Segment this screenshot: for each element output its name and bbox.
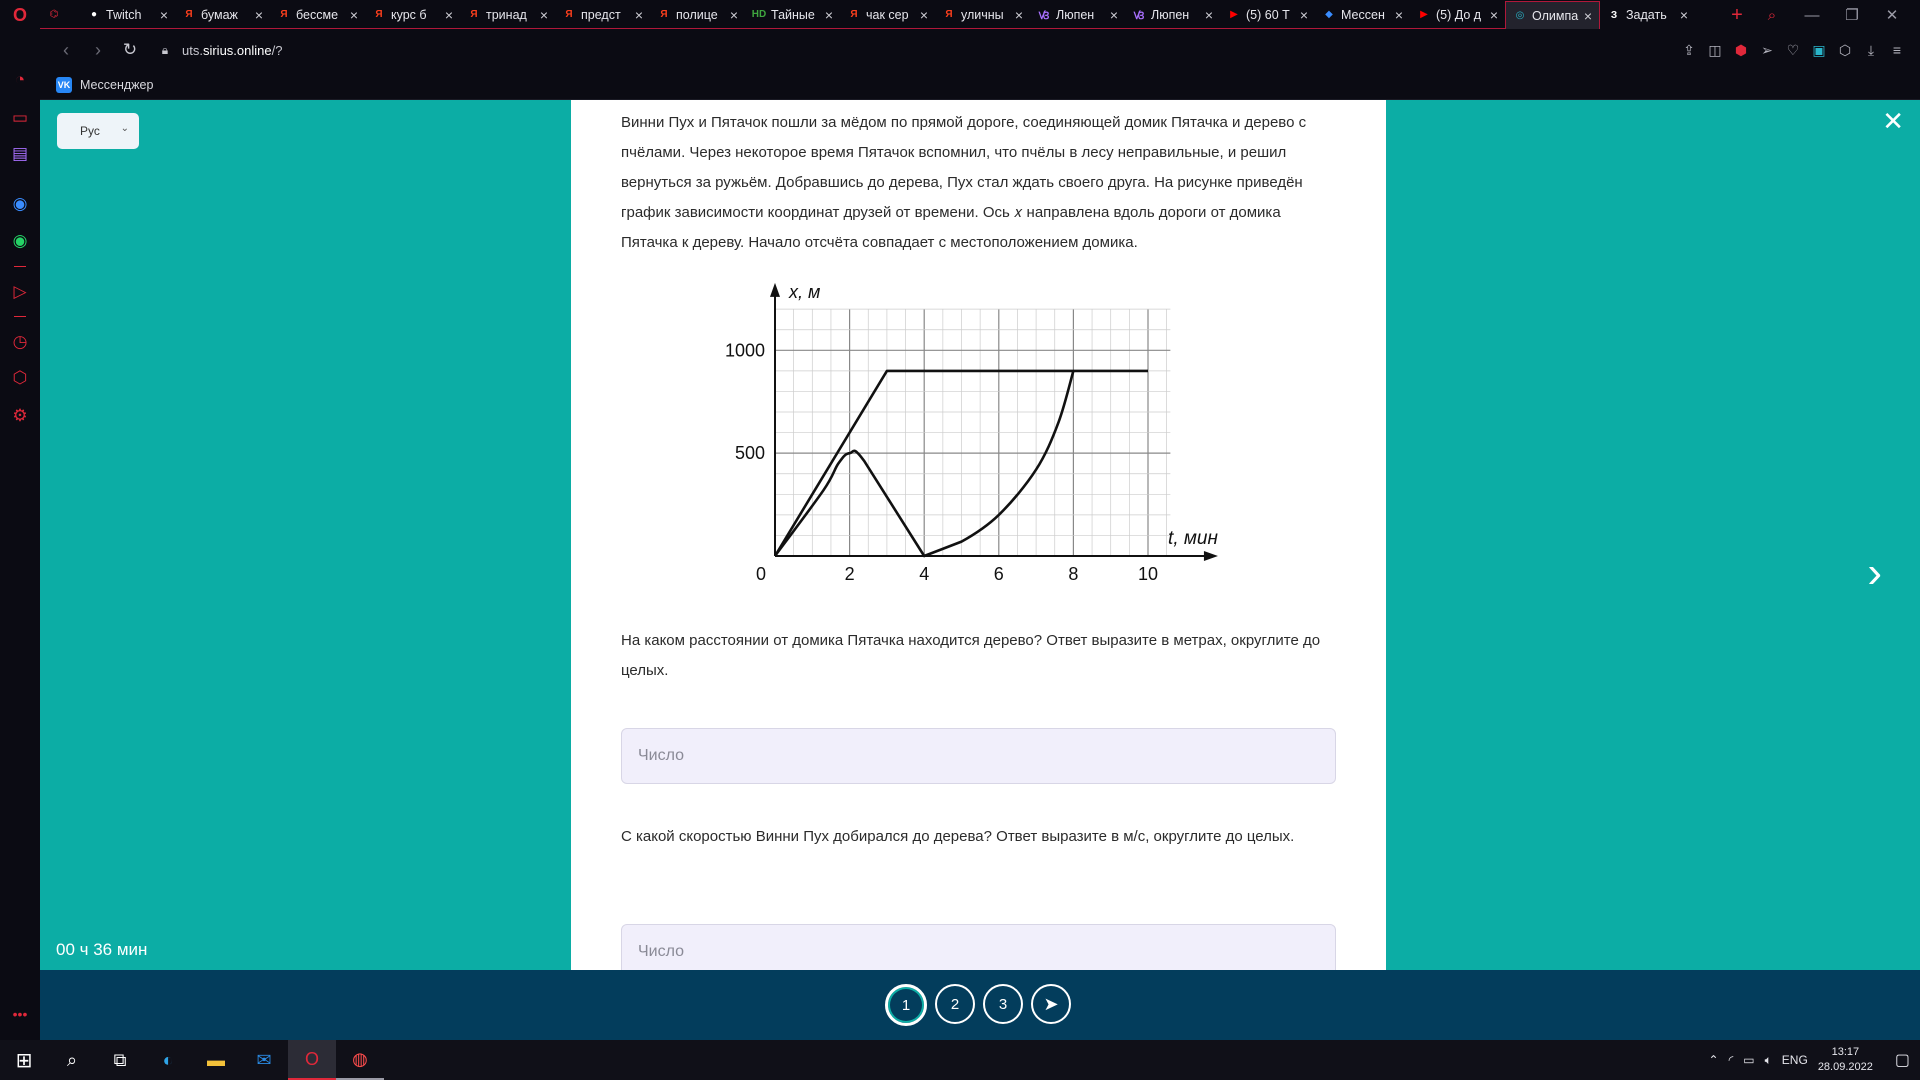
history-icon[interactable]: ◷: [12, 332, 28, 351]
tab-title: бумаж: [201, 7, 238, 22]
opera-taskbar-icon[interactable]: O: [288, 1040, 336, 1080]
question-2: С какой скоростью Винни Пух добирался до дерева? Ответ выразите в м/с, округлите до целых.: [621, 828, 1295, 845]
yandex-taskbar-icon[interactable]: ◍: [336, 1040, 384, 1080]
x-tick-label: 4: [919, 564, 930, 584]
tab-2[interactable]: [175, 1, 270, 29]
yandex-icon: Я: [375, 9, 383, 20]
znanija-icon: З: [1610, 9, 1618, 21]
close-icon[interactable]: ✕: [1882, 106, 1904, 136]
tab-close-icon[interactable]: ×: [1014, 6, 1023, 23]
system-tray: [1709, 1045, 1910, 1075]
tab-title: полице: [676, 7, 718, 22]
yandex-icon: Я: [470, 9, 478, 20]
tab-close-icon[interactable]: ×: [634, 6, 643, 23]
heart-icon[interactable]: ♡: [1786, 41, 1800, 58]
forward-button[interactable]: ›: [95, 39, 101, 60]
tab-title: (5) 60 Т: [1246, 7, 1290, 22]
twitch-sidebar-icon[interactable]: ▤: [11, 144, 29, 163]
tab-close-icon[interactable]: ×: [1583, 7, 1592, 24]
page-viewport: [40, 100, 1920, 970]
tab-title: Люпен: [1056, 7, 1095, 22]
twitch-icon: ⌬: [49, 9, 59, 20]
windows-taskbar: [0, 1040, 1920, 1080]
page-button-2[interactable]: 2: [935, 984, 975, 1024]
file-explorer-icon[interactable]: ▬: [207, 1049, 225, 1070]
tab-9[interactable]: [840, 1, 935, 29]
player-icon[interactable]: ▷: [13, 282, 27, 301]
extension-icon[interactable]: ▣: [1812, 41, 1826, 58]
sirius-icon: ◎: [1515, 10, 1525, 21]
x-tick-label: 2: [844, 564, 855, 584]
wifi-icon[interactable]: ◜: [1728, 1053, 1734, 1067]
sidebar-separator: [14, 316, 26, 317]
tab-6[interactable]: [555, 1, 650, 29]
language-select[interactable]: [57, 113, 139, 149]
adblock-icon[interactable]: ⬢: [1734, 41, 1748, 58]
yandex-icon: Я: [945, 9, 953, 20]
windows-start-icon[interactable]: ⊞: [15, 1049, 33, 1072]
tab-title: чак сер: [866, 7, 909, 22]
task-navigation-bar: [40, 970, 1920, 1040]
tab-close-icon[interactable]: ×: [824, 6, 833, 23]
search-tabs-icon[interactable]: ⌕: [1767, 6, 1777, 24]
chevron-up-icon[interactable]: ⌃: [1708, 1053, 1719, 1067]
cube-icon[interactable]: ⬡: [1838, 41, 1852, 58]
tab-close-icon[interactable]: ×: [729, 6, 738, 23]
messenger-sidebar-icon[interactable]: ◉: [12, 194, 28, 213]
tab-3[interactable]: [270, 1, 365, 29]
tab-16[interactable]: [1505, 1, 1600, 29]
tab-title: бессме: [296, 7, 339, 22]
page-button-1[interactable]: 1: [885, 984, 927, 1026]
shopping-bag-icon[interactable]: ▭: [11, 108, 29, 127]
tab-14[interactable]: [1315, 1, 1410, 29]
question-1: На каком расстоянии от домика Пятачка находится дерево? Ответ выразите в метрах, округлите до целых.: [621, 632, 1321, 679]
bookmark-messenger[interactable]: Мессенджер: [80, 77, 154, 92]
extensions-icon[interactable]: ⬡: [12, 368, 28, 387]
y-axis-label: x, м: [789, 281, 821, 302]
close-window-button[interactable]: ✕: [1885, 7, 1899, 24]
tab-close-icon[interactable]: ×: [254, 6, 263, 23]
tab-close-icon[interactable]: ×: [919, 6, 928, 23]
url-field[interactable]: uts.sirius.online/?: [182, 42, 283, 58]
opera-sidebar: [0, 30, 40, 1040]
x-axis-arrow: [1204, 551, 1218, 561]
page-buttons: [885, 984, 1071, 1026]
more-icon[interactable]: •••: [12, 1006, 28, 1022]
aura-icon: Ꟃ: [1133, 10, 1145, 22]
snapshot-icon[interactable]: ◫: [1708, 41, 1722, 58]
x-tick-label: 8: [1068, 564, 1079, 584]
y-axis-arrow: [770, 283, 780, 297]
speed-dial-icon[interactable]: ◔: [14, 70, 26, 89]
tab-close-icon[interactable]: ×: [539, 6, 548, 23]
sidebar-separator: [14, 266, 26, 267]
tab-7[interactable]: [650, 1, 745, 29]
send-icon[interactable]: ➢: [1761, 41, 1773, 58]
chevron-down-icon: ⌄: [120, 123, 129, 134]
yandex-icon: Я: [280, 9, 288, 20]
task-view-icon[interactable]: ⧉: [113, 1049, 127, 1070]
battery-icon[interactable]: ▭: [1743, 1053, 1755, 1067]
task-text: Винни Пух и Пятачок пошли за мёдом по прямой дороге, соединяющей домик Пятачка и дерево с пчёлами. Через некоторое время Пятачок вспомнил, что пчёлы в лесу неправильные, и решил вернуться за ружьём. Добравшись до дерева, Пух стал ждать своего друга. На рисунке приведён график зависимости координат друзей от времени. Ось 𝑥 направлена вдоль дороги от домика Пятачка к дереву. Начало отсчёта совпадает с местоположением домика.: [621, 114, 1307, 251]
back-button[interactable]: ‹: [63, 39, 69, 60]
tab-title: тринад: [486, 7, 527, 22]
reload-button[interactable]: ↻: [122, 40, 138, 59]
page-button-3[interactable]: 3: [983, 984, 1023, 1024]
tab-title: курс б: [391, 7, 427, 22]
search-icon[interactable]: ⌕: [66, 1049, 78, 1070]
yandex-icon: Я: [185, 9, 193, 20]
messenger-icon: ◆: [1325, 9, 1333, 20]
window-controls: [1752, 0, 1912, 30]
tab-title: предст: [581, 7, 621, 22]
youtube-icon: ▶: [1420, 9, 1428, 20]
tab-close-icon[interactable]: ×: [159, 6, 168, 23]
tab-13[interactable]: [1220, 1, 1315, 29]
whatsapp-sidebar-icon[interactable]: ◉: [12, 231, 28, 250]
tab-title: Тайные: [771, 7, 815, 22]
menu-icon[interactable]: ≡: [1892, 41, 1902, 58]
tab-5[interactable]: [460, 1, 555, 29]
timer: 00 ч 36 мин: [56, 940, 148, 959]
coordinate-time-chart: [721, 281, 1218, 584]
tab-close-icon[interactable]: ×: [1394, 6, 1403, 23]
bookmarks-bar: [40, 70, 1920, 100]
tab-10[interactable]: [935, 1, 1030, 29]
clock-date: 28.09.2022: [1817, 1061, 1873, 1073]
x-tick-label: 0: [755, 564, 767, 584]
notifications-icon[interactable]: ▢: [1894, 1052, 1910, 1069]
tab-title: (5) До д: [1436, 7, 1482, 22]
settings-icon[interactable]: ⚙: [12, 406, 28, 425]
input-language[interactable]: ENG: [1781, 1053, 1808, 1067]
mail-icon[interactable]: ✉: [256, 1049, 272, 1070]
x-tick-label: 6: [993, 564, 1004, 584]
tab-17[interactable]: [1600, 1, 1695, 29]
next-arrow-icon[interactable]: ›: [1867, 548, 1882, 597]
opera-logo-icon[interactable]: O: [12, 4, 27, 25]
tab-strip: [40, 0, 1722, 30]
tab-title: Олимпа: [1532, 8, 1579, 23]
tab-title: Мессен: [1341, 7, 1385, 22]
x-axis-label: t, мин: [1168, 528, 1218, 549]
tab-title: Задать: [1626, 8, 1667, 22]
volume-icon[interactable]: 🔈︎: [1764, 1052, 1772, 1067]
tab-close-icon[interactable]: ×: [1679, 7, 1688, 23]
tab-title: Люпен: [1151, 7, 1190, 22]
y-tick-label: 500: [734, 443, 765, 464]
tab-close-icon[interactable]: ×: [444, 6, 453, 23]
tab-12[interactable]: [1125, 1, 1220, 29]
address-bar: [40, 30, 1920, 70]
tab-8[interactable]: [745, 1, 840, 29]
browser-tab-bar: [0, 0, 1920, 30]
twitch-icon: ●: [90, 9, 98, 20]
clock-time: 13:17: [1831, 1046, 1860, 1058]
address-bar-tools: [1678, 42, 1908, 59]
tab-close-icon[interactable]: ×: [1109, 6, 1118, 23]
tab-4[interactable]: [365, 1, 460, 29]
language-select-value: Рус: [80, 124, 100, 138]
submit-send-icon[interactable]: ➤: [1031, 984, 1071, 1024]
tab-close-icon[interactable]: ×: [349, 6, 358, 23]
aura-icon: Ꟃ: [1038, 10, 1050, 22]
yandex-icon: Я: [850, 9, 858, 20]
restore-button[interactable]: ❐: [1845, 7, 1859, 24]
download-icon[interactable]: ⤓: [1867, 41, 1875, 58]
new-tab-button[interactable]: +: [1731, 3, 1743, 26]
clock[interactable]: [1818, 1045, 1873, 1075]
youtube-icon: ▶: [1230, 9, 1238, 20]
vk-icon: VK: [56, 77, 72, 93]
y-tick-label: 1000: [724, 340, 765, 361]
tab-1[interactable]: [80, 1, 175, 29]
yandex-icon: Я: [565, 9, 573, 20]
edge-icon[interactable]: ◐: [162, 1049, 174, 1070]
task-card: [571, 100, 1386, 970]
tab-close-icon[interactable]: ×: [1299, 6, 1308, 23]
tab-close-icon[interactable]: ×: [1489, 6, 1498, 23]
x-tick-label: 10: [1137, 564, 1159, 584]
lock-icon[interactable]: 🔒︎: [161, 42, 169, 57]
chart: [721, 281, 1218, 584]
minimize-button[interactable]: —: [1804, 6, 1820, 24]
tab-title: Twitch: [106, 7, 142, 22]
share-icon[interactable]: ⇪: [1683, 41, 1695, 58]
tab-11[interactable]: [1030, 1, 1125, 29]
hd-icon: HD: [751, 9, 767, 20]
answer-1-input[interactable]: [621, 728, 1336, 784]
tab-close-icon[interactable]: ×: [1204, 6, 1213, 23]
tab-title: уличны: [961, 7, 1004, 22]
tab-15[interactable]: [1410, 1, 1505, 29]
yandex-icon: Я: [660, 9, 668, 20]
tab-0[interactable]: [40, 1, 80, 29]
